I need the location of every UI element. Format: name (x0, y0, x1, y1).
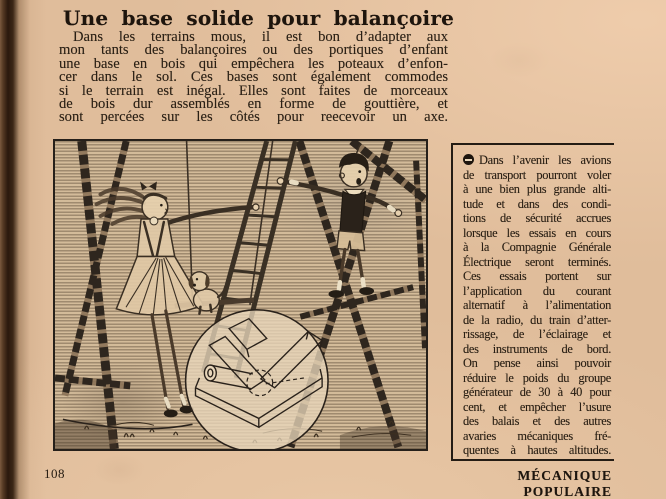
sidebar-line: à la Compagnie Générale (463, 240, 611, 254)
article-line: mon tants des balançoires ou des portiques d’enfant (59, 42, 448, 59)
sidebar-line: quentes à hautes altitudes. (463, 443, 611, 457)
sidebar-line: générateur de 30 à 40 pour (463, 385, 611, 399)
article-title: Une base solide pour balançoire (63, 6, 455, 30)
sidebar-line: avaries mécaniques fré- (463, 428, 611, 443)
sidebar-line: tude et dans des condi- (463, 196, 611, 211)
swing-illustration-art (55, 141, 426, 449)
sidebar-line: alternatif à l’alimentation (463, 298, 611, 312)
sidebar-line: cent, et empêcher l’usure (463, 399, 611, 414)
article-line: Dans les terrains mous, il est bon d’adapter aux (73, 29, 448, 45)
sidebar-line (463, 153, 611, 168)
sidebar-line: rissage, de l’éclairage et (463, 327, 611, 341)
article-paragraph (59, 31, 448, 125)
sidebar-note (451, 143, 614, 461)
sidebar-line: lorsque les essais en cours (463, 225, 611, 240)
sidebar-line: tions de sécurité accrues (463, 211, 611, 225)
article-line: sont percées sur les côtés pour reecevoir un axe. (59, 109, 448, 126)
sidebar-line: à une bien plus grande alti- (463, 182, 611, 196)
article-line: cer dans le sol. Ces bases sont également commodes (59, 69, 448, 86)
sidebar-line: Ces essais portent sur (463, 269, 611, 283)
sidebar-line: des instruments de bord. (463, 341, 611, 356)
sidebar-line: l’application du courant (463, 283, 611, 298)
minus-circle-icon (463, 154, 474, 165)
sidebar-line: de transport pourront voler (463, 167, 611, 182)
sidebar-line: réduire le poids du groupe (463, 370, 611, 385)
article-line: une base en bois qui empêchera les poteaux d’enfon- (59, 55, 448, 72)
swing-illustration (53, 139, 428, 451)
sidebar-line: On pense ainsi pouvoir (463, 356, 611, 370)
article-line: si le terrain est inégal. Elles sont faites de morceaux (59, 82, 448, 99)
sidebar-line: Électrique seront terminés. (463, 254, 611, 269)
sidebar-line: de la radio, du train d’atter- (463, 312, 611, 327)
page-gutter-shadow (0, 0, 30, 499)
sidebar-line: des balais et des autres (463, 414, 611, 428)
article-line: de bois dur assemblés en forme de gouttière, et (59, 96, 448, 113)
page-number: 108 (44, 466, 65, 481)
magazine-title: MÉCANIQUE POPULAIRE (517, 468, 612, 499)
sidebar-line-text: Dans l’avenir les avions (479, 153, 611, 167)
